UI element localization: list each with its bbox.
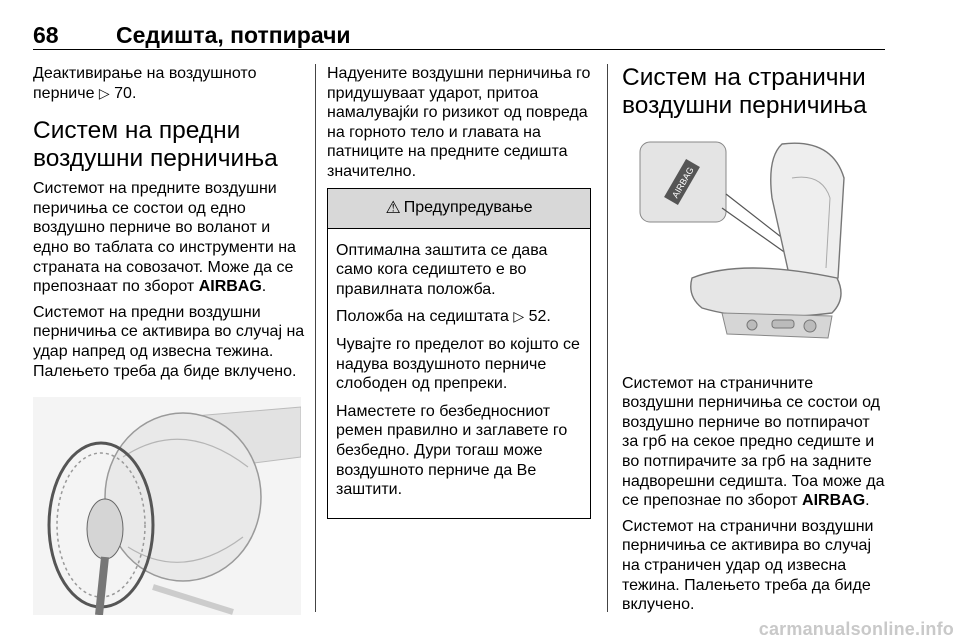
side-airbags-activation: Системот на странични воздушни перничиња се активира во случај на страничен удар од извесна тежина. Палењето треба да биде вклучено. <box>622 517 874 614</box>
page-number: 68 <box>33 22 59 48</box>
warning-body <box>328 229 590 518</box>
page-header <box>33 14 885 50</box>
warning-box <box>327 188 591 519</box>
airbag-effect-text: Надуените воздушни перничиња го придушуваат ударот, притоа намалувајќи го ризикот од повреда на горното тело и главата на патниците на предните седишта значително. <box>327 65 591 180</box>
warning-header <box>328 189 590 229</box>
page-title: Седишта, потпирачи <box>116 22 351 48</box>
front-airbags-activation: Системот на предни воздушни перничиња се активира во случај на удар напред од извесна тежина. Палењето треба да биде вклучено. <box>33 303 305 380</box>
side-airbag-seat-illustration <box>632 138 882 350</box>
column-2 <box>327 64 591 519</box>
column-1 <box>33 64 305 621</box>
warning-text-3: Чувајте го пределот во којшто се надува воздушното перниче слободен од препреки. <box>336 335 580 393</box>
front-airbag-illustration <box>33 397 301 615</box>
side-airbags-description: Системот на страничните воздушни перничиња се состои од воздушно перниче во потпирачот за грб на секое предно седиште и во потпирачите за грб на задните надворешни седишта. Тоа може да се препознае по зборот AIRBAG. <box>622 374 885 510</box>
warning-text-1: Оптимална заштита се дава само кога седиштето е во правилната положба. <box>336 241 548 298</box>
deactivation-reference: Деактивирање на воздушното перниче ▷ 70. <box>33 65 257 102</box>
warning-text-2: Положба на седиштата ▷ 52. <box>336 308 551 326</box>
column-3 <box>622 64 887 621</box>
warning-title: Предупредување <box>403 199 533 217</box>
front-airbags-description: Системот на предните воздушни перичиња се состои од едно воздушно перниче во воланот и едно во таблата со инструменти на страната на совозачот. Може да се препознаат по зборот AIRBAG. <box>33 180 296 296</box>
section-heading-front-airbags: Систем на предни воздушни перничиња <box>33 117 278 173</box>
warning-text-4: Наместете го безбедносниот ремен правилно и заглавете го безбедно. Дури тогаш може воздушното перниче да Ве заштити. <box>336 402 568 499</box>
page-reference-icon: ▷ <box>98 84 110 101</box>
column-divider-1 <box>315 64 316 612</box>
page-reference-icon: ▷ <box>513 308 525 325</box>
watermark-brand: carmanualsonline.info <box>758 619 954 639</box>
section-heading-side-airbags: Систем на странични воздушни перничиња <box>622 64 867 119</box>
column-divider-2 <box>607 64 608 612</box>
seat-airbag-label: AIRBAG <box>670 165 696 200</box>
warning-triangle-icon: ⚠ <box>385 198 401 218</box>
